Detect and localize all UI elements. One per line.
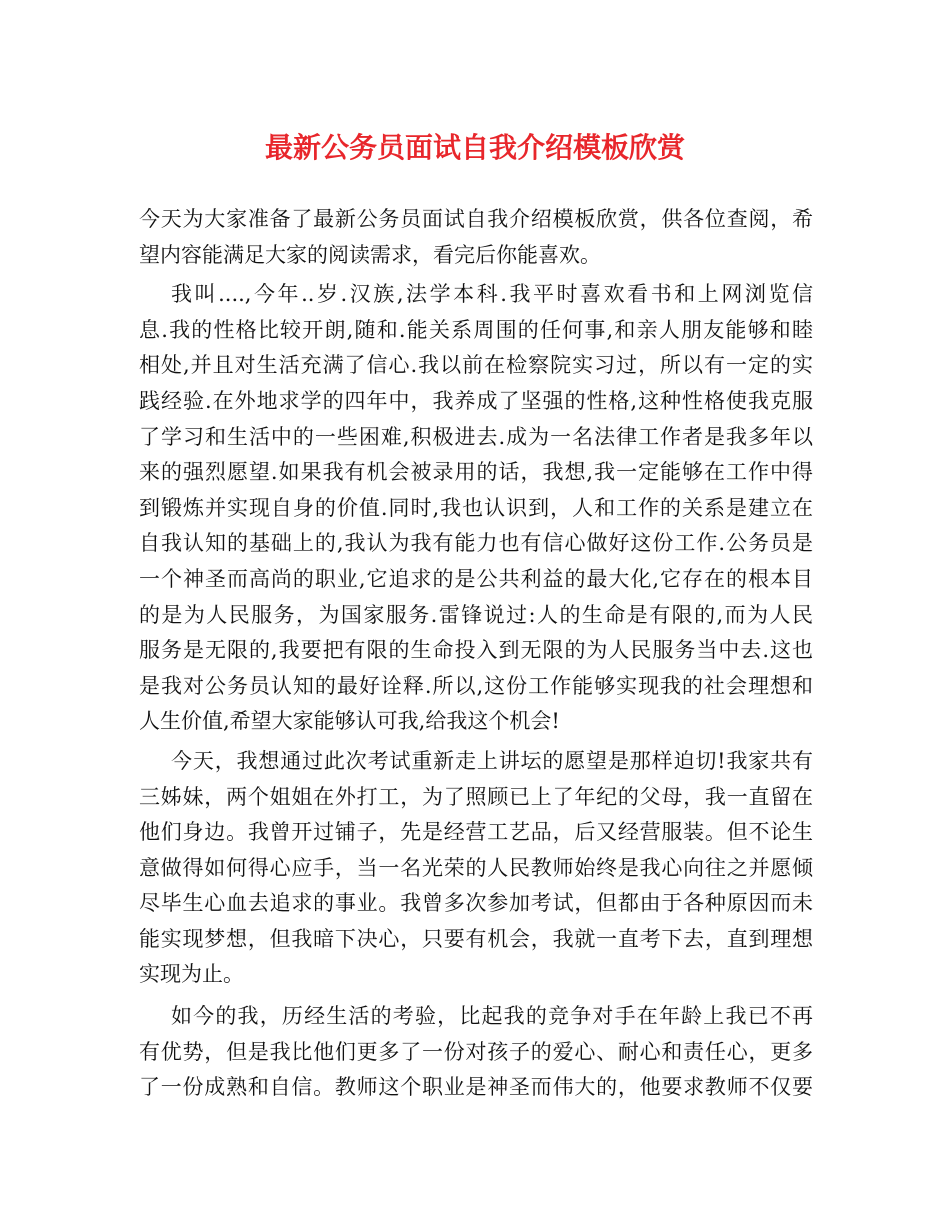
paragraph-current-self (139, 999, 813, 1106)
text-line: 到锻炼并实现自身的价值.同时,我也认识到，人和工作的关系是建立在 (139, 495, 813, 520)
text-line: 息.我的性格比较开朗,随和.能关系周围的任何事,和亲人朋友能够和睦 (139, 317, 813, 342)
text-line: 有优势，但是我比他们更多了一份对孩子的爱心、耐心和责任心，更多 (139, 1039, 813, 1064)
text-line: 来的强烈愿望.如果我有机会被录用的话，我想,我一定能够在工作中得 (139, 460, 813, 485)
text-line: 我叫....,今年..岁.汉族,法学本科.我平时喜欢看书和上网浏览信 (171, 282, 813, 307)
text-line: 如今的我，历经生活的考验，比起我的竞争对手在年龄上我已不再 (171, 1004, 813, 1029)
text-line: 能实现梦想，但我暗下决心，只要有机会，我就一直考下去，直到理想 (139, 926, 813, 951)
paragraph-teaching-wish (139, 744, 813, 993)
text-line: 服务是无限的,我要把有限的生命投入到无限的为人民服务当中去.这也 (139, 638, 813, 663)
text-line: 今天，我想通过此次考试重新走上讲坛的愿望是那样迫切!我家共有 (171, 748, 813, 773)
text-line: 了一份成熟和自信。教师这个职业是神圣而伟大的，他要求教师不仅要 (139, 1075, 813, 1100)
paragraph-self-introduction (139, 277, 813, 740)
text-line: 自我认知的基础上的,我认为我有能力也有信心做好这份工作.公务员是 (139, 531, 813, 556)
text-line: 人生价值,希望大家能够认可我,给我这个机会! (139, 709, 560, 734)
text-line: 尽毕生心血去追求的事业。我曾多次参加考试，但都由于各种原因而未 (139, 891, 813, 916)
text-line: 实现为止。 (139, 962, 244, 987)
text-line: 一个神圣而高尚的职业,它追求的是公共利益的最大化,它存在的根本目 (139, 566, 813, 591)
text-line: 的是为人民服务，为国家服务.雷锋说过:人的生命是有限的,而为人民 (139, 602, 813, 627)
document-body (139, 202, 813, 1106)
text-line: 了学习和生活中的一些困难,积极进去.成为一名法律工作者是我多年以 (139, 424, 813, 449)
text-line: 意做得如何得心应手，当一名光荣的人民教师始终是我心向往之并愿倾 (139, 855, 813, 880)
text-line: 相处,并且对生活充满了信心.我以前在检察院实习过，所以有一定的实 (139, 353, 813, 378)
text-line: 是我对公务员认知的最好诠释.所以,这份工作能够实现我的社会理想和 (139, 673, 813, 698)
document-title: 最新公务员面试自我介绍模板欣赏 (264, 131, 685, 164)
text-line: 他们身边。我曾开过铺子，先是经营工艺品，后又经营服装。但不论生 (139, 820, 813, 845)
text-line: 今天为大家准备了最新公务员面试自我介绍模板欣赏，供各位查阅，希 (139, 207, 813, 231)
text-line: 望内容能满足大家的阅读需求，看完后你能喜欢。 (139, 242, 601, 267)
paragraph-intro (139, 202, 813, 273)
text-line: 践经验.在外地求学的四年中，我养成了坚强的性格,这种性格使我克服 (139, 388, 813, 413)
text-line: 三姊妹，两个姐姐在外打工，为了照顾已上了年纪的父母，我一直留在 (139, 784, 813, 809)
